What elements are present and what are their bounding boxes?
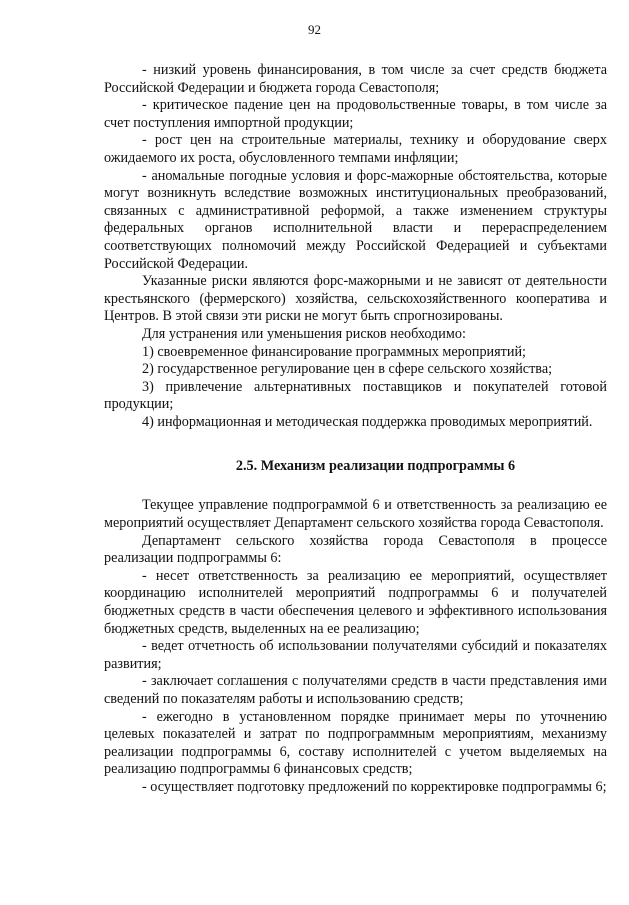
management-paragraph: Текущее управление подпрограммой 6 и ответственность за реализацию ее мероприятий осуществляет Департамент сельского хозяйства города Севастополя. bbox=[104, 497, 607, 532]
department-duty-item: - несет ответственность за реализацию ее мероприятий, осуществляет координацию исполнителей мероприятий подпрограммы 6 и получателей бюджетных средств в части обеспечения целевого и эффективного использования бюджетных средств, выделенных на ее реализацию; bbox=[104, 567, 607, 637]
document-body bbox=[104, 62, 607, 797]
department-intro: Департамент сельского хозяйства города Севастополя в процессе реализации подпрограммы 6: bbox=[104, 532, 607, 567]
mitigation-item: 2) государственное регулирование цен в сфере сельского хозяйства; bbox=[142, 361, 553, 378]
department-duty-item: - ежегодно в установленном порядке принимает меры по уточнению целевых показателей и затрат по подпрограммным мероприятиям, механизму реализации подпрограммы 6, составу исполнителей с учетом выделяемых на реализацию подпрограммы 6 финансовых средств; bbox=[104, 708, 607, 778]
mitigation-item: 1) своевременное финансирование программных мероприятий; bbox=[142, 343, 526, 360]
page-number: 92 bbox=[308, 22, 321, 37]
risk-item: - аномальные погодные условия и форс-мажорные обстоятельства, которые могут возникнуть вследствие возможных институциональных преобразований, связанных с административной реформой, а также изменением структуры федеральных органов исполнительной власти и перераспределением соответствующих полномочий между Российской Федерацией и субъектами Российской Федерации. bbox=[104, 167, 607, 272]
risk-item: - рост цен на строительные материалы, технику и оборудование сверх ожидаемого их роста, обусловленного темпами инфляции; bbox=[104, 132, 607, 166]
mitigation-intro: Для устранения или уменьшения рисков необходимо: bbox=[142, 325, 466, 342]
department-duty-item: - заключает соглашения с получателями средств в части представления ими сведений по показателям работы и использованию средств; bbox=[104, 673, 607, 707]
risk-item: - критическое падение цен на продовольственные товары, в том числе за счет поступления импортной продукции; bbox=[104, 97, 607, 131]
section-heading: 2.5. Механизм реализации подпрограммы 6 bbox=[235, 458, 516, 475]
department-duty-item: - ведет отчетность об использовании получателями субсидий и показателях развития; bbox=[104, 638, 607, 672]
risk-item: - низкий уровень финансирования, в том числе за счет средств бюджета Российской Федерации и бюджета города Севастополя; bbox=[104, 62, 607, 96]
mitigation-item: 3) привлечение альтернативных поставщиков и покупателей готовой продукции; bbox=[104, 378, 607, 413]
mitigation-item: 4) информационная и методическая поддержка проводимых мероприятий. bbox=[142, 413, 593, 430]
risks-note-paragraph: Указанные риски являются форс-мажорными и не зависят от деятельности крестьянского (фермерского) хозяйства, сельскохозяйственного кооператива и Центров. В этой связи эти риски не могут быть спрогнозированы. bbox=[104, 273, 607, 325]
department-duty-item: - осуществляет подготовку предложений по корректировке подпрограммы 6; bbox=[142, 778, 607, 795]
